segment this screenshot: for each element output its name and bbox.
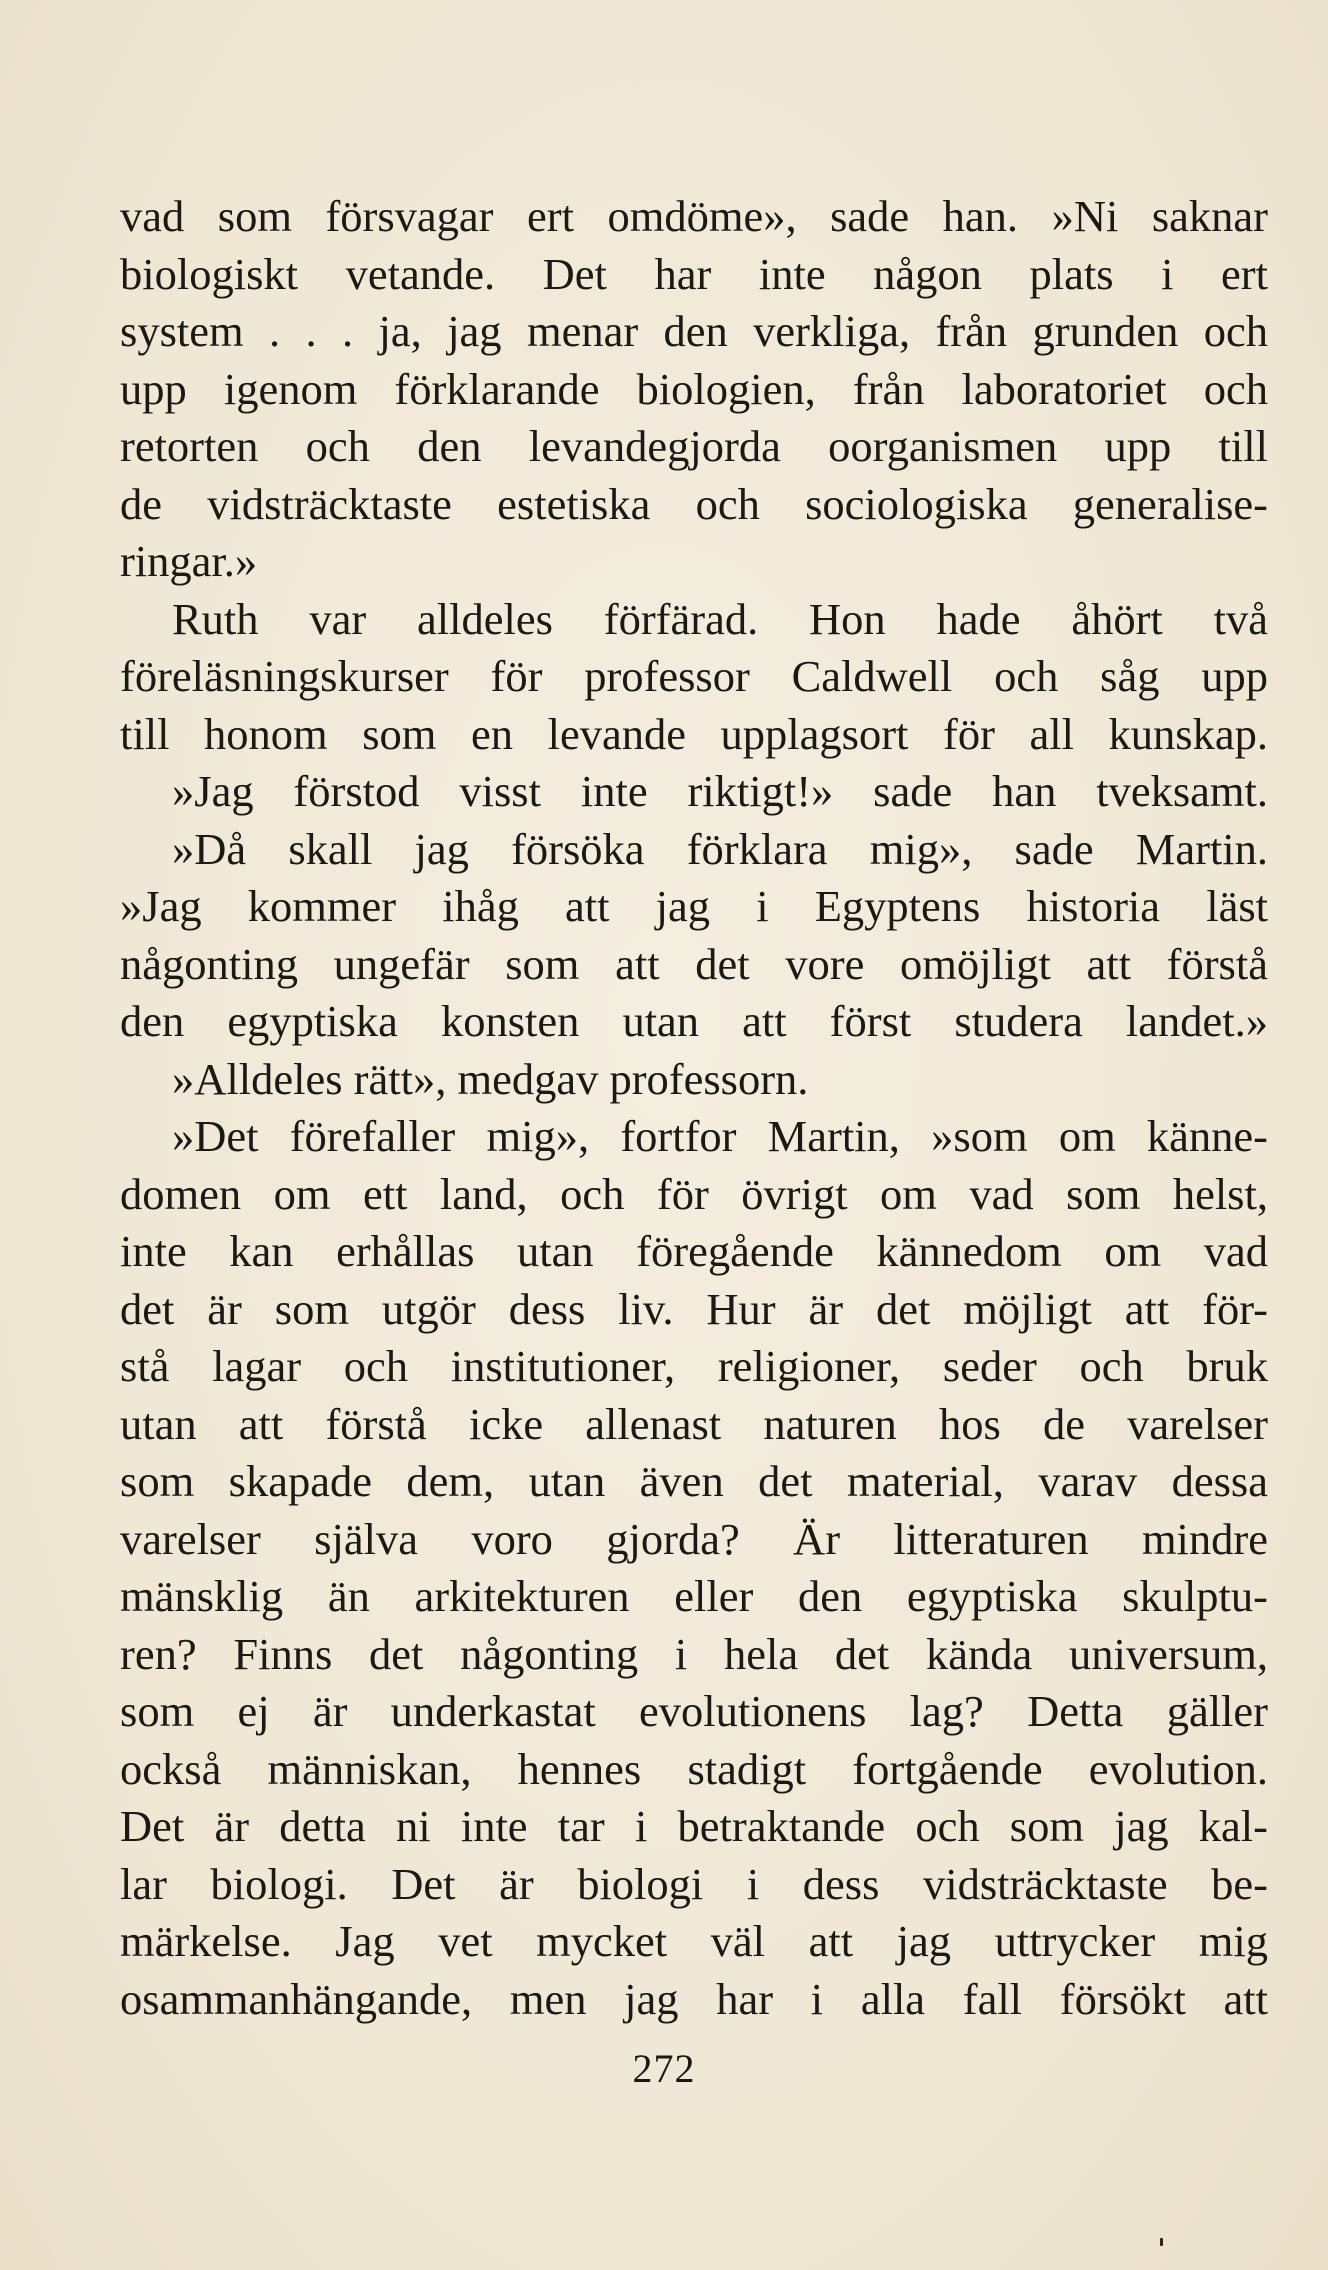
text-line: »Jag förstod visst inte riktigt!» sade han tveksamt. bbox=[172, 766, 1268, 816]
text-line: lar biologi. Det är biologi i dess vidsträcktaste be- bbox=[120, 1858, 1268, 1909]
text-line: föreläsningskurser för professor Caldwell och såg upp bbox=[120, 651, 1268, 701]
text-line: Det är detta ni inte tar i betraktande och som jag kal- bbox=[120, 1801, 1268, 1851]
text-line: ren? Finns det någonting i hela det kända universum, bbox=[120, 1628, 1268, 1679]
text-line: »Jag kommer ihåg att jag i Egyptens historia läst bbox=[120, 881, 1268, 931]
text-line: det är som utgör dess liv. Hur är det möjligt att för- bbox=[120, 1283, 1268, 1334]
text-line: upp igenom förklarande biologien, från laboratoriet och bbox=[120, 363, 1268, 414]
text-line: »Alldeles rätt», medgav professorn. bbox=[172, 1053, 809, 1104]
text-line: någonting ungefär som att det vore omöjligt att förstå bbox=[120, 938, 1268, 989]
text-line: utan att förstå icke allenast naturen hos de varelser bbox=[120, 1398, 1268, 1449]
body-text bbox=[120, 188, 1268, 2028]
text-line: domen om ett land, och för övrigt om vad som helst, bbox=[120, 1168, 1268, 1219]
text-line: vad som försvagar ert omdöme», sade han. »Ni saknar bbox=[120, 191, 1268, 241]
text-line: »Det förefaller mig», fortfor Martin, »som om känne- bbox=[172, 1111, 1268, 1161]
text-line: de vidsträcktaste estetiska och sociologiska generalise- bbox=[120, 478, 1268, 529]
page-number: 272 bbox=[632, 2046, 696, 2091]
text-line: ringar.» bbox=[120, 536, 258, 586]
text-line: till honom som en levande upplagsort för all kunskap. bbox=[120, 708, 1268, 759]
text-line: biologiskt vetande. Det har inte någon plats i ert bbox=[120, 248, 1268, 299]
text-line: osammanhängande, men jag har i alla fall försökt att bbox=[120, 1973, 1268, 2024]
text-line: varelser själva voro gjorda? Är litteraturen mindre bbox=[120, 1513, 1268, 1564]
text-line: Ruth var alldeles förfärad. Hon hade åhört två bbox=[172, 593, 1268, 644]
text-line: den egyptiska konsten utan att först studera landet.» bbox=[120, 996, 1268, 1046]
text-line: stå lagar och institutioner, religioner, seder och bruk bbox=[120, 1341, 1268, 1391]
text-line: också människan, hennes stadigt fortgående evolution. bbox=[120, 1743, 1268, 1794]
text-line: mänsklig än arkitekturen eller den egyptiska skulptu- bbox=[120, 1571, 1268, 1621]
text-line: som ej är underkastat evolutionens lag? Detta gäller bbox=[120, 1686, 1268, 1736]
text-line: retorten och den levandegjorda oorganismen upp till bbox=[120, 421, 1268, 471]
text-line: som skapade dem, utan även det material, varav dessa bbox=[120, 1456, 1268, 1506]
text-line: system . . . ja, jag menar den verkliga, från grunden och bbox=[120, 306, 1268, 356]
ink-speck bbox=[1160, 2238, 1163, 2246]
text-line: inte kan erhållas utan föregående kännedom om vad bbox=[120, 1226, 1268, 1276]
text-line: märkelse. Jag vet mycket väl att jag uttrycker mig bbox=[120, 1916, 1268, 1966]
text-line: »Då skall jag försöka förklara mig», sade Martin. bbox=[172, 823, 1268, 874]
